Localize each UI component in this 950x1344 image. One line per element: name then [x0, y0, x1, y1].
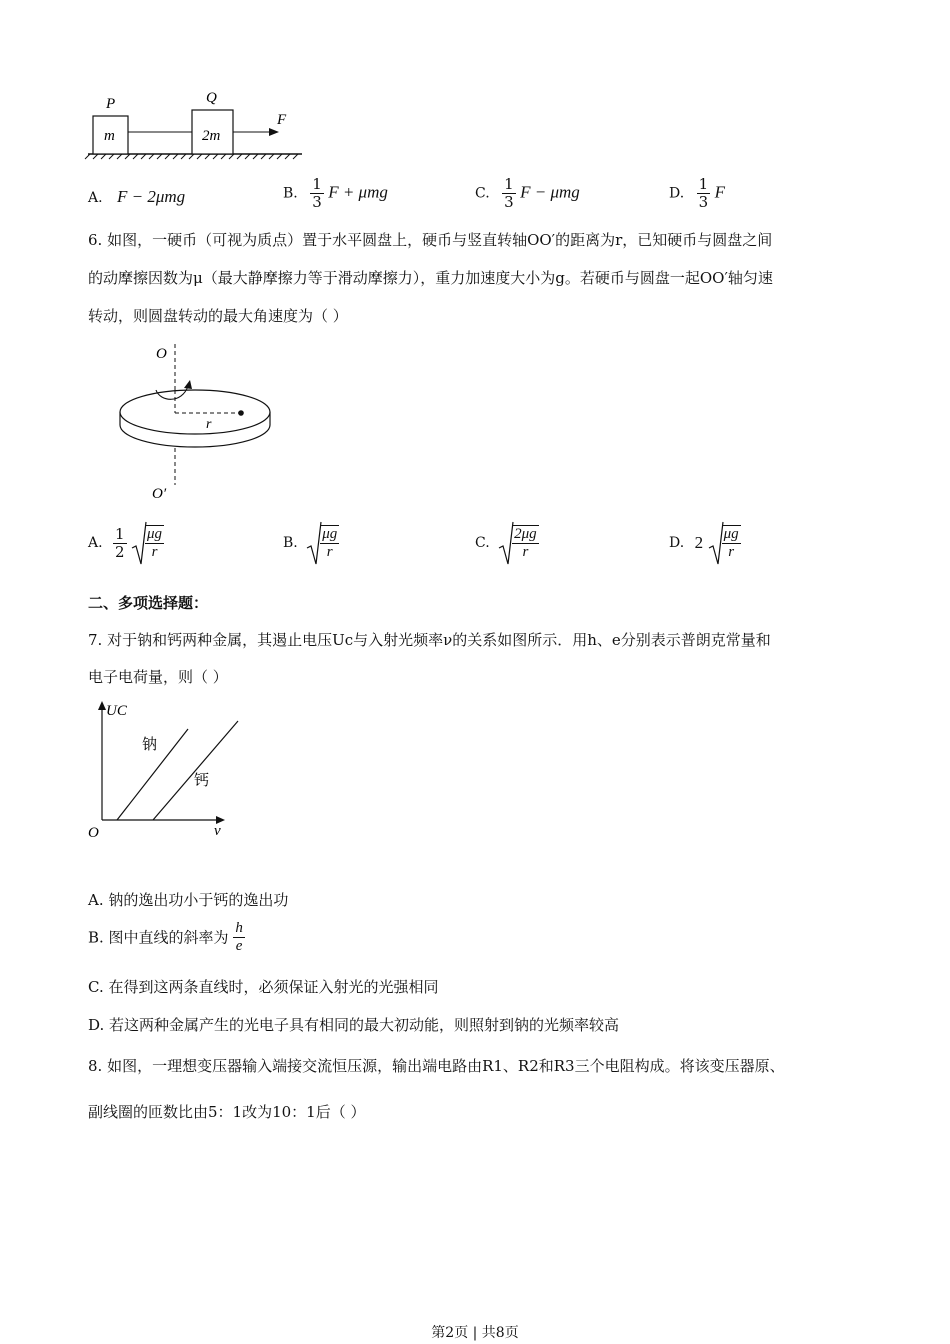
block-figure — [80, 82, 310, 162]
q6-option-b[interactable] — [283, 520, 339, 572]
option-a-label: A. — [88, 190, 103, 206]
label-calcium: 钙 — [194, 773, 210, 789]
radicand — [145, 525, 164, 561]
option-d-label: D. — [669, 535, 685, 551]
denominator: r — [326, 544, 333, 560]
rotation-arrowhead — [184, 380, 192, 389]
uc-frequency-graph — [80, 695, 240, 845]
option-b-text: F + μmg — [328, 182, 388, 202]
label-q: Q — [206, 90, 217, 106]
q6-option-d[interactable] — [669, 520, 741, 572]
option-d-text: F — [714, 182, 726, 202]
option-c-label: C. — [475, 535, 490, 551]
q5-option-d[interactable] — [669, 176, 725, 211]
disc-figure — [110, 340, 280, 508]
option-a-label: A. — [88, 535, 103, 551]
option-c-label: C. — [475, 185, 490, 202]
label-uc: UC — [106, 703, 127, 719]
label-mass-p: m — [104, 128, 115, 144]
denominator: 2 — [115, 542, 125, 561]
label-axis-o-prime: O′ — [152, 486, 167, 502]
q7-option-b[interactable] — [88, 920, 245, 955]
q6-line-3: 转动，则圆盘转动的最大角速度为（ ） — [88, 307, 348, 325]
q8-line-1: 8. 如图，一理想变压器输入端接交流恒压源，输出端电路由R1、R2和R3三个电阻构成。将该变压器原、 — [88, 1057, 785, 1075]
radicand — [722, 525, 741, 561]
numerator: μg — [723, 526, 739, 542]
q7-line-2: 电子电荷量，则（ ） — [88, 668, 228, 686]
denominator: r — [522, 544, 529, 560]
option-c-text: F − μmg — [520, 182, 580, 202]
q5-option-c[interactable] — [475, 176, 580, 211]
page-footer: 第2页 | 共8页 — [431, 1325, 519, 1341]
q7-option-c[interactable]: C. 在得到这两条直线时，必须保证入射光的光强相同 — [88, 978, 439, 996]
fraction — [310, 176, 324, 211]
coefficient: 2 — [694, 533, 704, 552]
denominator: 3 — [504, 193, 514, 211]
numerator: 1 — [504, 175, 514, 193]
radicand — [512, 525, 539, 561]
numerator: μg — [147, 526, 163, 542]
q6-line-2: 的动摩擦因数为μ（最大静摩擦力等于滑动摩擦力），重力加速度大小为g。若硬币与圆盘一起OO′轴匀速 — [88, 269, 773, 287]
fraction — [697, 176, 711, 211]
coin — [238, 410, 244, 416]
q7-option-d[interactable]: D. 若这两种金属产生的光电子具有相同的最大初动能，则照射到钠的光频率较高 — [88, 1016, 620, 1034]
force-arrowhead — [269, 128, 279, 136]
numerator: μg — [322, 526, 338, 542]
label-mass-q: 2m — [202, 128, 221, 144]
radicand — [320, 525, 339, 561]
label-radius: r — [206, 417, 212, 432]
option-a-text: F − 2μmg — [117, 187, 186, 206]
q5-option-b[interactable] — [283, 176, 388, 211]
q8-line-2: 副线圈的匝数比由5：1改为10：1后（ ） — [88, 1103, 366, 1121]
q6-option-a[interactable] — [88, 520, 164, 572]
numerator: 1 — [115, 524, 125, 543]
option-b-text: B. 图中直线的斜率为 — [88, 928, 229, 947]
label-p: P — [106, 96, 116, 112]
q7-line-1: 7. 对于钠和钙两种金属，其遏止电压Uc与入射光频率ν的关系如图所示．用h、e分别表示普朗克常量和 — [88, 631, 771, 649]
disc-top — [120, 390, 270, 434]
numerator: 1 — [312, 175, 322, 193]
option-b-label: B. — [283, 185, 298, 202]
q7-option-a[interactable]: A. 钠的逸出功小于钙的逸出功 — [88, 891, 289, 909]
label-force: F — [277, 112, 287, 128]
slope-fraction — [233, 920, 245, 955]
denominator: 3 — [312, 193, 322, 211]
numerator: 1 — [698, 175, 709, 193]
q6-line-1: 6. 如图，一硬币（可视为质点）置于水平圆盘上，硬币与竖直转轴OO′的距离为r，已知硬币与圆盘之间 — [88, 231, 773, 249]
denominator: 3 — [698, 193, 709, 211]
fraction — [502, 176, 516, 211]
denominator: r — [151, 544, 158, 560]
section-heading: 二、多项选择题： — [88, 594, 209, 612]
denominator: r — [728, 544, 735, 560]
calcium-line — [153, 721, 238, 820]
y-axis-arrow — [98, 701, 106, 710]
numerator: 2μg — [514, 526, 537, 542]
label-sodium: 钠 — [142, 737, 158, 753]
q5-option-a[interactable] — [88, 187, 185, 208]
numerator: h — [235, 920, 243, 936]
label-origin: O — [88, 825, 99, 841]
label-axis-o: O — [156, 346, 167, 362]
denominator: e — [235, 938, 243, 954]
q6-option-c[interactable] — [475, 520, 539, 572]
coefficient-fraction — [113, 526, 127, 561]
option-b-label: B. — [283, 535, 298, 551]
label-v: v — [214, 823, 221, 839]
option-d-label: D. — [669, 185, 685, 202]
